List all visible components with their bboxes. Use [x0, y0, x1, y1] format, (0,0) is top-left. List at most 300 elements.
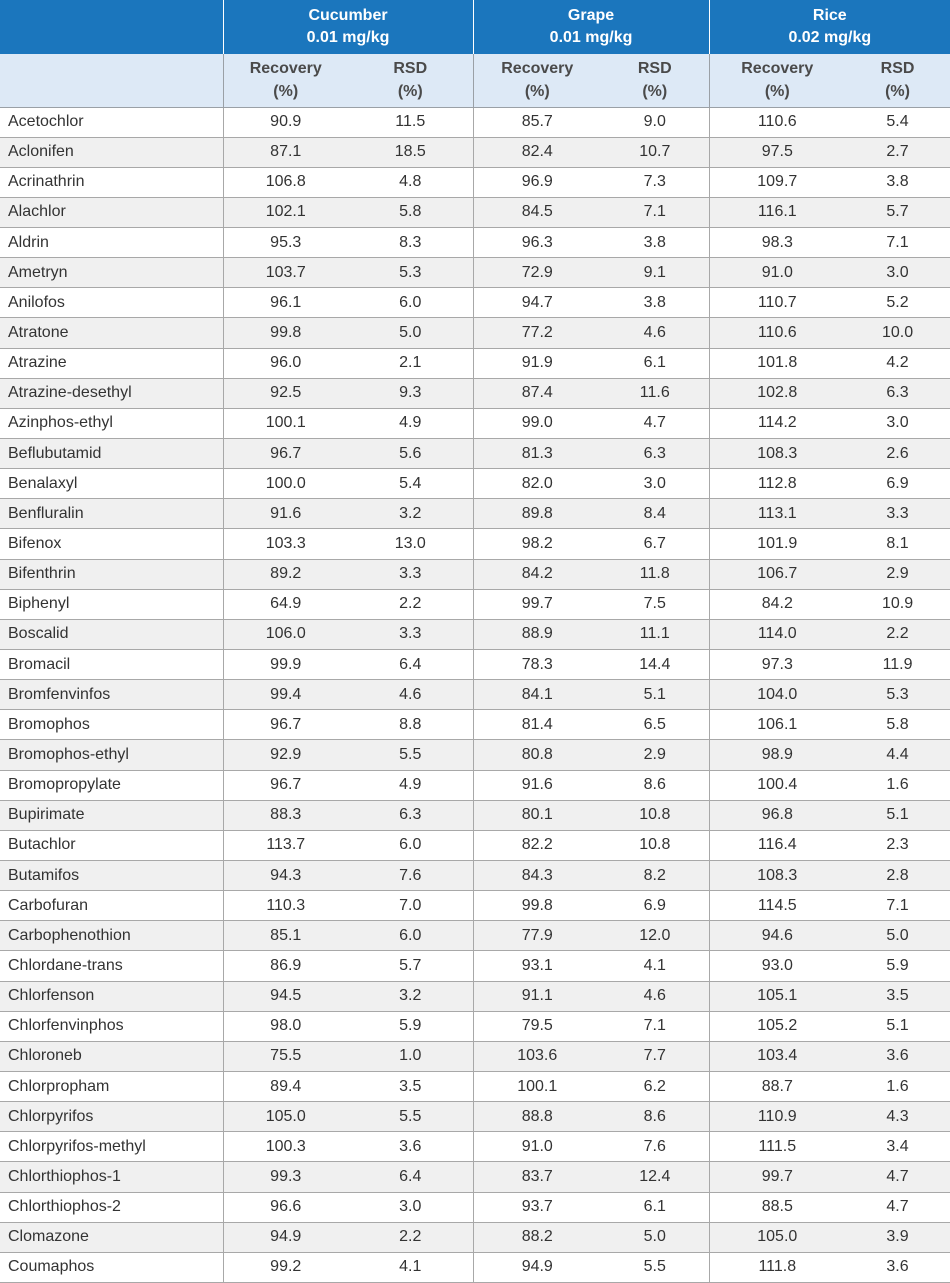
rice-recovery-cell: 102.8 — [709, 378, 845, 408]
cucumber-recovery-cell: 89.2 — [223, 559, 348, 589]
compound-name: Biphenyl — [0, 589, 223, 619]
rice-recovery-cell: 104.0 — [709, 680, 845, 710]
cucumber-recovery-cell: 85.1 — [223, 921, 348, 951]
subheader-row — [0, 54, 950, 107]
compound-name: Atrazine-desethyl — [0, 378, 223, 408]
rice-recovery-cell: 100.4 — [709, 770, 845, 800]
grape-rsd-cell: 12.0 — [601, 921, 709, 951]
compound-name: Carbophenothion — [0, 921, 223, 951]
grape-rsd-cell: 6.1 — [601, 348, 709, 378]
cucumber-recovery-cell: 99.8 — [223, 318, 348, 348]
table-row — [0, 258, 950, 288]
cucumber-recovery-cell: 75.5 — [223, 1041, 348, 1071]
grape-rsd-cell: 8.6 — [601, 1102, 709, 1132]
cucumber-rsd-cell: 7.6 — [348, 861, 473, 891]
cucumber-recovery-cell: 110.3 — [223, 891, 348, 921]
table-row — [0, 770, 950, 800]
group-header-rice — [709, 0, 950, 54]
rice-rsd-cell: 3.5 — [845, 981, 950, 1011]
grape-rsd-cell: 4.7 — [601, 408, 709, 438]
cucumber-rsd-cell: 1.0 — [348, 1041, 473, 1071]
table-row — [0, 197, 950, 227]
cucumber-rsd-cell: 3.6 — [348, 1132, 473, 1162]
compound-name: Atratone — [0, 318, 223, 348]
table-row — [0, 1072, 950, 1102]
rice-recovery-cell: 106.7 — [709, 559, 845, 589]
compound-name: Chlorthiophos-1 — [0, 1162, 223, 1192]
table-row — [0, 378, 950, 408]
rice-recovery-cell: 114.2 — [709, 408, 845, 438]
grape-recovery-cell: 87.4 — [473, 378, 601, 408]
cucumber-rsd-cell: 4.9 — [348, 408, 473, 438]
grape-recovery-cell: 77.2 — [473, 318, 601, 348]
cucumber-recovery-cell: 64.9 — [223, 589, 348, 619]
grape-rsd-cell: 6.1 — [601, 1192, 709, 1222]
grape-rsd-cell: 7.3 — [601, 167, 709, 197]
table-row — [0, 439, 950, 469]
grape-recovery-cell: 96.9 — [473, 167, 601, 197]
grape-rsd-cell: 10.8 — [601, 800, 709, 830]
cucumber-recovery-cell: 87.1 — [223, 137, 348, 167]
grape-rsd-cell: 8.4 — [601, 499, 709, 529]
rice-rsd-cell: 3.6 — [845, 1252, 950, 1282]
cucumber-recovery-cell: 92.9 — [223, 740, 348, 770]
grape-recovery-cell: 80.8 — [473, 740, 601, 770]
grape-rsd-cell: 8.2 — [601, 861, 709, 891]
group-name: Grape — [567, 7, 615, 24]
grape-recovery-cell: 81.3 — [473, 439, 601, 469]
grape-recovery-cell: 94.9 — [473, 1252, 601, 1282]
compound-name: Aclonifen — [0, 137, 223, 167]
table-row — [0, 469, 950, 499]
group-level: 0.01 mg/kg — [306, 29, 390, 46]
cucumber-recovery-cell: 100.0 — [223, 469, 348, 499]
compound-name: Anilofos — [0, 288, 223, 318]
grape-rsd-cell: 10.8 — [601, 830, 709, 860]
rice-recovery-cell: 101.8 — [709, 348, 845, 378]
table-row — [0, 228, 950, 258]
grape-recovery-cell: 83.7 — [473, 1162, 601, 1192]
rice-recovery-cell: 105.1 — [709, 981, 845, 1011]
compound-name: Acetochlor — [0, 107, 223, 137]
rice-rsd-cell: 10.9 — [845, 589, 950, 619]
table-row — [0, 318, 950, 348]
rice-recovery-cell: 108.3 — [709, 439, 845, 469]
rice-rsd-cell: 1.6 — [845, 1072, 950, 1102]
table-row — [0, 559, 950, 589]
cucumber-rsd-cell: 8.3 — [348, 228, 473, 258]
cucumber-rsd-cell: 4.9 — [348, 770, 473, 800]
table-row — [0, 529, 950, 559]
table-row — [0, 1132, 950, 1162]
rice-recovery-cell: 103.4 — [709, 1041, 845, 1071]
cucumber-rsd-cell: 2.2 — [348, 1222, 473, 1252]
rice-recovery-cell: 101.9 — [709, 529, 845, 559]
rice-recovery-cell: 105.0 — [709, 1222, 845, 1252]
compound-name: Chloroneb — [0, 1041, 223, 1071]
compound-name: Bromacil — [0, 650, 223, 680]
rice-rsd-cell: 2.9 — [845, 559, 950, 589]
grape-recovery-cell: 93.1 — [473, 951, 601, 981]
table-row — [0, 1041, 950, 1071]
cucumber-recovery-cell: 96.0 — [223, 348, 348, 378]
grape-recovery-cell: 100.1 — [473, 1072, 601, 1102]
table-row — [0, 107, 950, 137]
grape-recovery-cell: 93.7 — [473, 1192, 601, 1222]
cucumber-rsd-cell: 5.6 — [348, 439, 473, 469]
table-row — [0, 1252, 950, 1282]
table-row — [0, 499, 950, 529]
grape-recovery-cell: 81.4 — [473, 710, 601, 740]
grape-rsd-cell: 7.5 — [601, 589, 709, 619]
rice-recovery-cell: 113.1 — [709, 499, 845, 529]
rice-rsd-cell: 10.0 — [845, 318, 950, 348]
grape-rsd-cell: 8.6 — [601, 770, 709, 800]
grape-rsd-cell: 6.2 — [601, 1072, 709, 1102]
table-row — [0, 348, 950, 378]
grape-recovery-cell: 99.7 — [473, 589, 601, 619]
group-name: Cucumber — [308, 7, 388, 24]
compound-header — [0, 54, 223, 107]
table-row — [0, 1222, 950, 1252]
cucumber-recovery-cell: 96.7 — [223, 770, 348, 800]
rice-rsd-cell: 2.7 — [845, 137, 950, 167]
rice-rsd-cell: 7.1 — [845, 228, 950, 258]
rice-rsd-cell: 4.4 — [845, 740, 950, 770]
compound-name: Benfluralin — [0, 499, 223, 529]
rice-recovery-cell: 110.7 — [709, 288, 845, 318]
grape-rsd-cell: 3.8 — [601, 228, 709, 258]
compound-name: Bromfenvinfos — [0, 680, 223, 710]
cucumber-recovery-cell: 96.7 — [223, 710, 348, 740]
rice-recovery-cell: 94.6 — [709, 921, 845, 951]
cucumber-rsd-cell: 3.3 — [348, 619, 473, 649]
cucumber-rsd-cell: 13.0 — [348, 529, 473, 559]
grape-rsd-cell: 2.9 — [601, 740, 709, 770]
rice-rsd-cell: 7.1 — [845, 891, 950, 921]
grape-rsd-cell: 11.6 — [601, 378, 709, 408]
rice-recovery-cell: 88.5 — [709, 1192, 845, 1222]
table-row — [0, 891, 950, 921]
cucumber-rsd-cell: 5.8 — [348, 197, 473, 227]
cucumber-rsd-cell: 3.2 — [348, 499, 473, 529]
corner-cell — [0, 0, 223, 54]
rsd-header: RSD (%) — [601, 54, 709, 107]
cucumber-rsd-cell: 5.5 — [348, 740, 473, 770]
grape-rsd-cell: 5.1 — [601, 680, 709, 710]
compound-name: Bifenthrin — [0, 559, 223, 589]
grape-rsd-cell: 6.7 — [601, 529, 709, 559]
cucumber-rsd-cell: 3.2 — [348, 981, 473, 1011]
rice-rsd-cell: 2.2 — [845, 619, 950, 649]
table-row — [0, 830, 950, 860]
rsd-header: RSD (%) — [348, 54, 473, 107]
compound-name: Bromophos — [0, 710, 223, 740]
cucumber-rsd-cell: 8.8 — [348, 710, 473, 740]
rice-recovery-cell: 111.5 — [709, 1132, 845, 1162]
grape-recovery-cell: 103.6 — [473, 1041, 601, 1071]
grape-rsd-cell: 5.5 — [601, 1252, 709, 1282]
cucumber-recovery-cell: 100.1 — [223, 408, 348, 438]
table-row — [0, 1192, 950, 1222]
cucumber-rsd-cell: 4.8 — [348, 167, 473, 197]
cucumber-recovery-cell: 99.3 — [223, 1162, 348, 1192]
rice-rsd-cell: 5.1 — [845, 1011, 950, 1041]
cucumber-recovery-cell: 98.0 — [223, 1011, 348, 1041]
rice-recovery-cell: 84.2 — [709, 589, 845, 619]
grape-rsd-cell: 4.6 — [601, 981, 709, 1011]
cucumber-recovery-cell: 99.2 — [223, 1252, 348, 1282]
grape-recovery-cell: 84.2 — [473, 559, 601, 589]
grape-rsd-cell: 4.6 — [601, 318, 709, 348]
compound-name: Chlorpyrifos-methyl — [0, 1132, 223, 1162]
cucumber-recovery-cell: 92.5 — [223, 378, 348, 408]
compound-name: Bupirimate — [0, 800, 223, 830]
grape-rsd-cell: 6.3 — [601, 439, 709, 469]
cucumber-recovery-cell: 91.6 — [223, 499, 348, 529]
cucumber-rsd-cell: 7.0 — [348, 891, 473, 921]
compound-name: Coumaphos — [0, 1252, 223, 1282]
grape-recovery-cell: 98.2 — [473, 529, 601, 559]
recovery-header: Recovery (%) — [709, 54, 845, 107]
rice-rsd-cell: 3.4 — [845, 1132, 950, 1162]
grape-rsd-cell: 7.1 — [601, 197, 709, 227]
grape-recovery-cell: 91.0 — [473, 1132, 601, 1162]
cucumber-recovery-cell: 94.9 — [223, 1222, 348, 1252]
compound-name: Butachlor — [0, 830, 223, 860]
cucumber-recovery-cell: 99.9 — [223, 650, 348, 680]
rice-rsd-cell: 4.7 — [845, 1192, 950, 1222]
grape-rsd-cell: 6.9 — [601, 891, 709, 921]
compound-name: Aldrin — [0, 228, 223, 258]
table-row — [0, 740, 950, 770]
cucumber-rsd-cell: 6.4 — [348, 650, 473, 680]
cucumber-recovery-cell: 106.8 — [223, 167, 348, 197]
rice-recovery-cell: 97.5 — [709, 137, 845, 167]
rice-rsd-cell: 11.9 — [845, 650, 950, 680]
grape-recovery-cell: 84.1 — [473, 680, 601, 710]
compound-name: Bromophos-ethyl — [0, 740, 223, 770]
rice-recovery-cell: 110.9 — [709, 1102, 845, 1132]
table-row — [0, 951, 950, 981]
cucumber-recovery-cell: 102.1 — [223, 197, 348, 227]
cucumber-rsd-cell: 6.0 — [348, 288, 473, 318]
table-body — [0, 107, 950, 1282]
grape-rsd-cell: 10.7 — [601, 137, 709, 167]
rice-recovery-cell: 110.6 — [709, 107, 845, 137]
grape-recovery-cell: 94.7 — [473, 288, 601, 318]
rice-rsd-cell: 2.3 — [845, 830, 950, 860]
table-row — [0, 1162, 950, 1192]
grape-recovery-cell: 82.2 — [473, 830, 601, 860]
grape-recovery-cell: 99.0 — [473, 408, 601, 438]
cucumber-recovery-cell: 96.6 — [223, 1192, 348, 1222]
table-row — [0, 167, 950, 197]
rice-recovery-cell: 98.3 — [709, 228, 845, 258]
table-row — [0, 1102, 950, 1132]
cucumber-recovery-cell: 103.7 — [223, 258, 348, 288]
cucumber-rsd-cell: 5.5 — [348, 1102, 473, 1132]
compound-name: Clomazone — [0, 1222, 223, 1252]
compound-name: Chlorpropham — [0, 1072, 223, 1102]
cucumber-recovery-cell: 96.1 — [223, 288, 348, 318]
grape-rsd-cell: 7.7 — [601, 1041, 709, 1071]
cucumber-rsd-cell: 4.1 — [348, 1252, 473, 1282]
compound-name: Carbofuran — [0, 891, 223, 921]
table-row — [0, 710, 950, 740]
table-row — [0, 861, 950, 891]
grape-rsd-cell: 12.4 — [601, 1162, 709, 1192]
grape-rsd-cell: 5.0 — [601, 1222, 709, 1252]
cucumber-recovery-cell: 94.3 — [223, 861, 348, 891]
cucumber-rsd-cell: 4.6 — [348, 680, 473, 710]
compound-name: Butamifos — [0, 861, 223, 891]
rice-rsd-cell: 5.7 — [845, 197, 950, 227]
compound-name: Beflubutamid — [0, 439, 223, 469]
table-row — [0, 408, 950, 438]
compound-name: Ametryn — [0, 258, 223, 288]
cucumber-recovery-cell: 94.5 — [223, 981, 348, 1011]
cucumber-rsd-cell: 5.0 — [348, 318, 473, 348]
cucumber-recovery-cell: 105.0 — [223, 1102, 348, 1132]
grape-recovery-cell: 84.5 — [473, 197, 601, 227]
cucumber-rsd-cell: 5.4 — [348, 469, 473, 499]
table-row — [0, 589, 950, 619]
table-row — [0, 619, 950, 649]
compound-name: Bifenox — [0, 529, 223, 559]
rice-recovery-cell: 116.1 — [709, 197, 845, 227]
rice-recovery-cell: 112.8 — [709, 469, 845, 499]
rice-rsd-cell: 3.9 — [845, 1222, 950, 1252]
cucumber-rsd-cell: 5.9 — [348, 1011, 473, 1041]
grape-rsd-cell: 3.8 — [601, 288, 709, 318]
rsd-header: RSD (%) — [845, 54, 950, 107]
grape-rsd-cell: 6.5 — [601, 710, 709, 740]
rice-recovery-cell: 88.7 — [709, 1072, 845, 1102]
rice-recovery-cell: 110.6 — [709, 318, 845, 348]
compound-name: Chlorthiophos-2 — [0, 1192, 223, 1222]
cucumber-recovery-cell: 95.3 — [223, 228, 348, 258]
rice-rsd-cell: 5.1 — [845, 800, 950, 830]
grape-rsd-cell: 9.1 — [601, 258, 709, 288]
rice-recovery-cell: 114.5 — [709, 891, 845, 921]
cucumber-recovery-cell: 86.9 — [223, 951, 348, 981]
table-row — [0, 288, 950, 318]
grape-rsd-cell: 3.0 — [601, 469, 709, 499]
table-row — [0, 137, 950, 167]
rice-recovery-cell: 98.9 — [709, 740, 845, 770]
rice-rsd-cell: 5.3 — [845, 680, 950, 710]
rice-rsd-cell: 6.3 — [845, 378, 950, 408]
compound-name: Chlorfenson — [0, 981, 223, 1011]
rice-rsd-cell: 5.9 — [845, 951, 950, 981]
rice-rsd-cell: 3.0 — [845, 258, 950, 288]
rice-recovery-cell: 93.0 — [709, 951, 845, 981]
grape-rsd-cell: 11.1 — [601, 619, 709, 649]
rice-rsd-cell: 8.1 — [845, 529, 950, 559]
grape-rsd-cell: 7.1 — [601, 1011, 709, 1041]
compound-name: Chlorfenvinphos — [0, 1011, 223, 1041]
cucumber-recovery-cell: 106.0 — [223, 619, 348, 649]
cucumber-rsd-cell: 18.5 — [348, 137, 473, 167]
rice-rsd-cell: 2.8 — [845, 861, 950, 891]
grape-recovery-cell: 91.6 — [473, 770, 601, 800]
recovery-header: Recovery (%) — [223, 54, 348, 107]
grape-recovery-cell: 89.8 — [473, 499, 601, 529]
grape-recovery-cell: 88.8 — [473, 1102, 601, 1132]
cucumber-recovery-cell: 96.7 — [223, 439, 348, 469]
cucumber-rsd-cell: 2.2 — [348, 589, 473, 619]
grape-rsd-cell: 7.6 — [601, 1132, 709, 1162]
rice-recovery-cell: 99.7 — [709, 1162, 845, 1192]
compound-name: Acrinathrin — [0, 167, 223, 197]
grape-recovery-cell: 77.9 — [473, 921, 601, 951]
table-row — [0, 800, 950, 830]
grape-recovery-cell: 85.7 — [473, 107, 601, 137]
cucumber-rsd-cell: 3.0 — [348, 1192, 473, 1222]
rice-rsd-cell: 6.9 — [845, 469, 950, 499]
recovery-header: Recovery (%) — [473, 54, 601, 107]
rice-recovery-cell: 109.7 — [709, 167, 845, 197]
rice-recovery-cell: 96.8 — [709, 800, 845, 830]
cucumber-recovery-cell: 88.3 — [223, 800, 348, 830]
grape-recovery-cell: 82.4 — [473, 137, 601, 167]
rice-rsd-cell: 4.7 — [845, 1162, 950, 1192]
grape-recovery-cell: 79.5 — [473, 1011, 601, 1041]
cucumber-rsd-cell: 5.7 — [348, 951, 473, 981]
grape-recovery-cell: 91.1 — [473, 981, 601, 1011]
compound-name: Chlorpyrifos — [0, 1102, 223, 1132]
rice-recovery-cell: 91.0 — [709, 258, 845, 288]
rice-rsd-cell: 5.4 — [845, 107, 950, 137]
compound-name: Boscalid — [0, 619, 223, 649]
cucumber-rsd-cell: 2.1 — [348, 348, 473, 378]
cucumber-rsd-cell: 3.5 — [348, 1072, 473, 1102]
rice-recovery-cell: 111.8 — [709, 1252, 845, 1282]
cucumber-recovery-cell: 99.4 — [223, 680, 348, 710]
compound-name: Alachlor — [0, 197, 223, 227]
group-name: Rice — [812, 7, 847, 24]
cucumber-recovery-cell: 89.4 — [223, 1072, 348, 1102]
grape-recovery-cell: 82.0 — [473, 469, 601, 499]
group-header-grape — [473, 0, 709, 54]
cucumber-recovery-cell: 100.3 — [223, 1132, 348, 1162]
cucumber-rsd-cell: 6.0 — [348, 830, 473, 860]
rice-rsd-cell: 5.8 — [845, 710, 950, 740]
rice-recovery-cell: 108.3 — [709, 861, 845, 891]
rice-rsd-cell: 3.8 — [845, 167, 950, 197]
cucumber-rsd-cell: 3.3 — [348, 559, 473, 589]
grape-rsd-cell: 9.0 — [601, 107, 709, 137]
grape-recovery-cell: 99.8 — [473, 891, 601, 921]
grape-recovery-cell: 91.9 — [473, 348, 601, 378]
table-row — [0, 921, 950, 951]
table-row — [0, 1011, 950, 1041]
group-level: 0.02 mg/kg — [788, 29, 872, 46]
grape-recovery-cell: 80.1 — [473, 800, 601, 830]
table-row — [0, 981, 950, 1011]
compound-name: Atrazine — [0, 348, 223, 378]
cucumber-recovery-cell: 103.3 — [223, 529, 348, 559]
rice-recovery-cell: 97.3 — [709, 650, 845, 680]
table-row — [0, 650, 950, 680]
cucumber-rsd-cell: 11.5 — [348, 107, 473, 137]
grape-recovery-cell: 84.3 — [473, 861, 601, 891]
cucumber-rsd-cell: 6.0 — [348, 921, 473, 951]
compound-name: Chlordane-trans — [0, 951, 223, 981]
grape-recovery-cell: 88.2 — [473, 1222, 601, 1252]
rice-rsd-cell: 1.6 — [845, 770, 950, 800]
